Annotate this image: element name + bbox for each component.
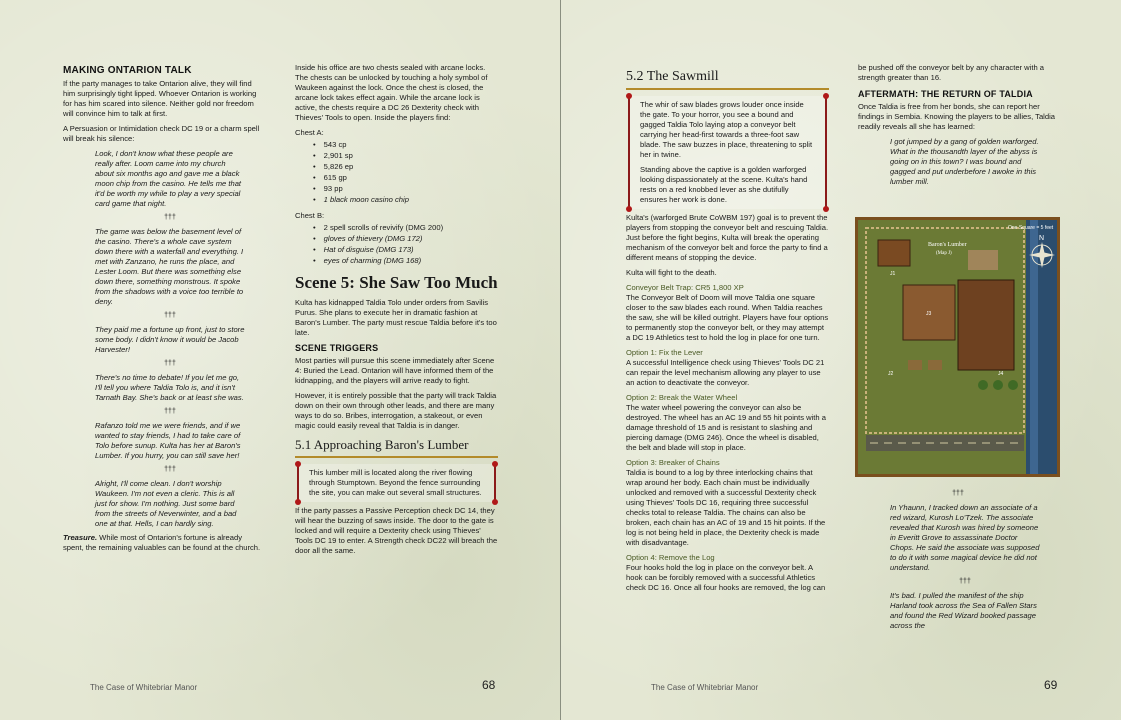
map-marker: J4	[998, 371, 1004, 377]
separator: †††	[164, 360, 176, 367]
chest-a-label: Chest A:	[295, 128, 324, 137]
read-aloud-box	[297, 464, 496, 502]
list-item: • gloves of thievery (DMG 172)	[313, 234, 498, 244]
map-marker: J1	[890, 271, 896, 277]
option-1-title: Option 1: Fix the Lever	[626, 348, 703, 357]
paragraph: Inside his office are two chests sealed with arcane locks. The chests can be unlocked by touching a holy symbol of Waukeen against the lock. Once the chest is closed, the arcane lock takes effect again. While the arcane lock is active, the chests require a DC 26 Dexterity check with Thieves' Tools to open. Inside the players find:	[295, 63, 488, 122]
section-heading-making-ontarion-talk: MAKING ONTARION TALK	[63, 65, 192, 76]
list-item: • eyes of charming (DMG 168)	[313, 256, 498, 266]
barons-lumber-map	[855, 217, 1060, 477]
paragraph: A successful Intelligence check using Thieves' Tools DC 21 can repair the level mechanism allowing any player to use an action to deactivate the conveyor.	[626, 358, 825, 387]
list-item: • 2,901 sp	[313, 151, 498, 161]
quote-paragraph: Rafanzo told me we were friends, and if we wanted to stay friends, I had to take care of Tolo before sunup. Kulta has her at Baron's Lumber. If you hurry, you can still save her!	[95, 421, 241, 460]
paragraph: Kulta has kidnapped Taldia Tolo under orders from Savilis Purus. She plans to execute her in dramatic fashion at Baron's Lumber. The party must rescue Taldia before it's too late.	[295, 298, 497, 337]
left-page	[0, 0, 560, 720]
separator: †††	[952, 490, 964, 497]
approaching-heading: 5.1 Approaching Baron's Lumber	[295, 437, 469, 452]
paragraph: However, it is entirely possible that the party will track Taldia down on their own through other leads, and there are many ways to do so. Bribes, interrogation, a stakeout, or even magic could easily reveal that Taldia is in danger.	[295, 391, 497, 430]
left-column-2	[295, 63, 498, 561]
read-aloud-box	[628, 96, 827, 209]
quote-paragraph: I got jumped by a gang of golden warforged. What in the thousandth layer of the abyss is going on in this town? I was bound and gagged and put underbefore I awoke in this lumber mill.	[890, 137, 1039, 186]
scene-triggers-heading: SCENE TRIGGERS	[295, 343, 379, 353]
list-item: • 5,826 ep	[313, 162, 498, 172]
scene-5-heading: Scene 5: She Saw Too Much	[295, 273, 498, 292]
read-aloud-text: The whir of saw blades grows louder once inside the gate. To your horror, you see a bound and gagged Taldia Tolo laying atop a conveyor belt carrying her head-first towards a three-foot saw blade. The saw buzzes in place, threatening to split her in twine.	[640, 100, 813, 159]
paragraph: Most parties will pursue this scene immediately after Scene 4: Buried the Lead. Ontarion will have informed them of the kidnapping, and the players will arrive ready to fight.	[295, 356, 495, 385]
heading-rule	[626, 88, 829, 90]
paragraph: Once Taldia is free from her bonds, she can report her findings in Sembia. Knowing the players to be allies, Taldia readily reveals all she has learned:	[858, 102, 1055, 131]
right-column-2-lower	[858, 485, 1058, 635]
quote-paragraph: It's bad. I pulled the manifest of the ship Harland took across the Sea of Fallen Stars and found the Red Wizard booked passage across the	[890, 591, 1037, 630]
taldia-quotes	[858, 503, 1058, 631]
bush	[993, 380, 1003, 390]
taldia-quote	[858, 137, 1058, 187]
treasure-paragraph	[63, 533, 263, 553]
paragraph: The water wheel powering the conveyor can also be destroyed. The wheel has an AC 19 and 55 hit points with a damage threshold of 15 and is resistant to slashing and piercing damage (DMG 246). Once the wheel is disabled, the belt and blade will stop in place.	[626, 403, 826, 452]
map-illustration	[858, 220, 1057, 474]
chest-a-list	[313, 140, 498, 205]
right-page	[561, 0, 1121, 720]
bush	[978, 380, 988, 390]
crate	[928, 360, 942, 370]
option-3-title: Option 3: Breaker of Chains	[626, 458, 720, 467]
option-2-title: Option 2: Break the Water Wheel	[626, 393, 738, 402]
heading-rule	[295, 456, 498, 458]
quote-paragraph: They paid me a fortune up front, just to store some body. I didn't know it would be Jacob Harvester!	[95, 325, 245, 354]
sawmill-heading: 5.2 The Sawmill	[626, 69, 719, 84]
scale-label: One Square = 5 feet	[1008, 225, 1054, 231]
aftermath-heading: AFTERMATH: THE RETURN OF TALDIA	[858, 89, 1033, 99]
page-footer: The Case of Whitebriar Manor	[90, 683, 198, 692]
box-corner-ornament	[492, 461, 498, 467]
map-marker: J2	[888, 371, 894, 377]
list-item: • 1 black moon casino chip	[313, 195, 498, 205]
quote-paragraph: Look, I don't know what these people are really after. Loom came into my church about six months ago and gave me a black moon chip from the casino. He tells me that it'd be worth my while to play a very special card game that night.	[95, 149, 242, 208]
list-item: • 543 cp	[313, 140, 498, 150]
treasure-label: Treasure.	[63, 533, 98, 542]
building	[958, 280, 1014, 370]
paragraph: If the party manages to take Ontarion alive, they will find him surprisingly tight lipped. Whoever Ontarion is working for has him scared into silence. Neither gold nor freedom will convince him to talk at first.	[63, 79, 257, 118]
quote-paragraph: Alright, I'll come clean. I don't worship Waukeen. I'm not even a cleric. This is all just for show. I'm nothing. Just some bard from the streets of Neverwinter, and a bad one at that. Hells, I can hardly sing.	[95, 479, 237, 528]
list-item: • 93 pp	[313, 184, 498, 194]
left-column-1	[63, 66, 263, 558]
building	[878, 240, 910, 266]
paragraph: If the party passes a Passive Perception check DC 14, they will hear the buzzing of saws inside. The door to the gate is locked and will require a Dexterity check using Thieves' Tools DC 19 to enter. A Strength check DC22 will breach the door all the same.	[295, 506, 498, 555]
separator: †††	[164, 312, 176, 319]
map-marker: J3	[926, 311, 932, 317]
chest-b-list	[313, 223, 498, 266]
box-corner-ornament	[823, 93, 829, 99]
quote-paragraph: There's no time to debate! If you let me go, I'll tell you where Taldia Tolo is, and it isn't Tarnath Bay. She's back or at least she was.	[95, 373, 244, 402]
read-aloud-text: This lumber mill is located along the river flowing through Stumptown. Beyond the fence surrounding the site, you can make out several small structures.	[309, 468, 482, 497]
box-corner-ornament	[295, 499, 301, 505]
separator: †††	[164, 466, 176, 473]
map-title: Baron's Lumber	[928, 242, 967, 248]
right-column-1	[626, 64, 829, 598]
trap-title: Conveyor Belt Trap: CR5 1,800 XP	[626, 283, 744, 292]
read-aloud-text: Standing above the captive is a golden warforged looking dispassionately at the scene. Kulta's hand rests on a red knobbed lever as she dutifully ensures her work is done.	[640, 165, 808, 204]
paragraph: Taldia is bound to a log by three interlocking chains that wrap around her body. Each chain must be individually unlocked and removed with a successful Dexterity check using Thieves' Tools DC 16, requiring three successful checks total to release Taldia. The chains can also be broken, each chain has an AC of 19 and 15 hit points. If the log is not being held in place, the Dexterity check is made with disadvantage.	[626, 468, 826, 547]
paragraph: The Conveyor Belt of Doom will move Taldia one square closer to the saw blades each round. When Taldia reaches the saw, she will be killed outright. Players have four options to permanently stop the conveyor belt, or they may attempt a DC 19 Athletics test to hold the log in place for one turn.	[626, 293, 829, 342]
quote-paragraph: In Yhaunn, I tracked down an associate of a red wizard, Kurosh Lo'Tzek. The associate revealed that Kurosh was hired by someone in Everitt Grove to assassinate Doctor Chops. He said the associate was supposed to do it with some magical device he did not understand.	[890, 503, 1040, 572]
paragraph: Kulta will fight to the death.	[626, 268, 717, 277]
crate	[908, 360, 922, 370]
treasure-text: While most of Ontarion's fortune is already spent, the remaining valuables can be found at the church.	[63, 533, 261, 552]
box-corner-ornament	[626, 206, 632, 212]
page-footer: The Case of Whitebriar Manor	[651, 683, 759, 692]
paragraph: Four hooks hold the log in place on the conveyor belt. A hook can be forcibly removed with a successful Athletics check DC 16. Once all four hooks are removed, the log can	[626, 563, 826, 592]
paragraph: Kulta's (warforged Brute CoWBM 197) goal is to prevent the players from stopping the conveyor belt and rescuing Taldia. Just before the fight begins, Kulta will break the operating mechanism of the conveyor belt and force the party to find a different means of stopping the device.	[626, 213, 829, 262]
list-item: • 2 spell scrolls of revivify (DMG 200)	[313, 223, 498, 233]
bush	[1008, 380, 1018, 390]
option-4-title: Option 4: Remove the Log	[626, 553, 715, 562]
ontarion-quotes	[63, 149, 263, 529]
page-number: 68	[482, 678, 496, 692]
compass-label: N	[1039, 235, 1045, 242]
lumber-pile	[968, 250, 998, 270]
quote-paragraph: The game was below the basement level of the casino. There's a whole cave system down there with a waterfall and everything. I met with Zanzano, he runs the place, and Lester Loom. But there was something else down there, something monstrous. It spoke from the shadows with a voice too terrible to deny.	[95, 227, 244, 306]
list-item: • 615 gp	[313, 173, 498, 183]
separator: †††	[164, 408, 176, 415]
separator: †††	[959, 578, 971, 585]
right-column-2	[858, 63, 1058, 191]
separator: †††	[164, 214, 176, 221]
page-number: 69	[1044, 678, 1058, 692]
list-item: • Hat of disguise (DMG 173)	[313, 245, 498, 255]
paragraph: be pushed off the conveyor belt by any character with a strength greater than 16.	[858, 63, 1045, 82]
paragraph: A Persuasion or Intimidation check DC 19 or a charm spell will break his silence:	[63, 124, 260, 143]
chest-b-label: Chest B:	[295, 211, 325, 220]
map-subtitle: (Map J)	[936, 251, 952, 256]
